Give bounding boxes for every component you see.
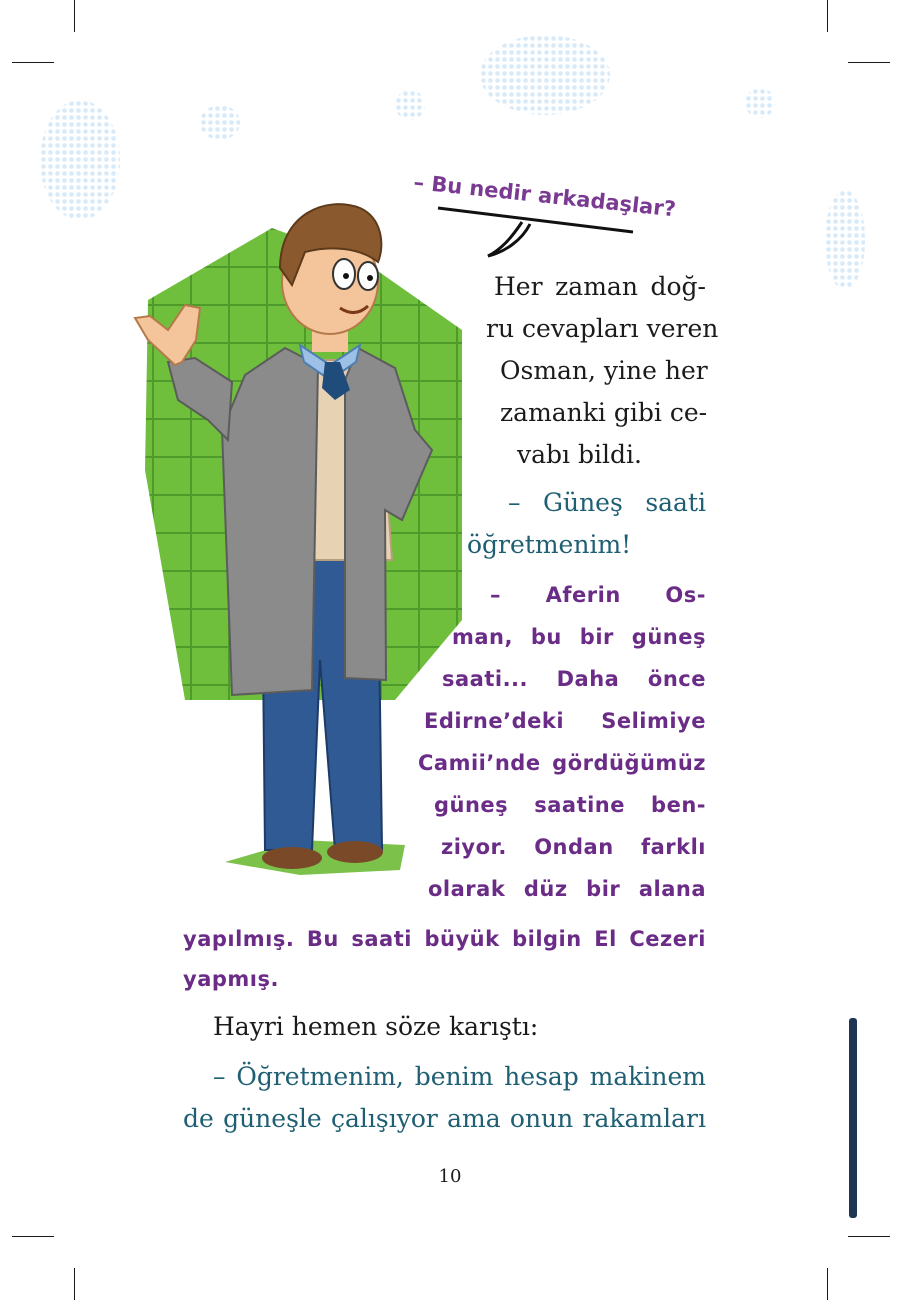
text-line: olarak düz bir alana bbox=[428, 877, 706, 901]
left-shoe-icon bbox=[262, 847, 322, 869]
text-line: man, bu bir güneş bbox=[452, 625, 706, 649]
text-line: yapmış. bbox=[183, 967, 279, 991]
text-line: Her zaman doğ- bbox=[494, 272, 706, 301]
text-line: – Güneş saati bbox=[508, 488, 706, 517]
coat bbox=[222, 348, 318, 695]
text-line: Hayri hemen söze karıştı: bbox=[213, 1012, 539, 1041]
speech-bubble-text: – Bu nedir arkadaşlar? bbox=[412, 170, 678, 222]
text-line: güneş saatine ben- bbox=[434, 793, 706, 817]
page-number: 10 bbox=[438, 1166, 462, 1187]
text-line: ziyor. Ondan farklı bbox=[441, 835, 706, 859]
text-line: Camii’nde gördüğümüz bbox=[418, 751, 706, 775]
text-line: öğretmenim! bbox=[467, 530, 632, 559]
text-line: saati... Daha önce bbox=[442, 667, 706, 691]
text-line: zamanki gibi ce- bbox=[500, 398, 708, 427]
text-line: ru cevapları veren bbox=[486, 314, 719, 343]
text-line: vabı bildi. bbox=[517, 440, 642, 469]
text-line: de güneşle çalışıyor ama onun rakamları bbox=[183, 1104, 706, 1133]
right-shoe-icon bbox=[327, 841, 383, 863]
text-line: – Öğretmenim, benim hesap makinem bbox=[213, 1062, 706, 1091]
text-line: – Aferin Os- bbox=[490, 583, 706, 607]
text-line: Edirne’deki Selimiye bbox=[424, 709, 706, 733]
text-line: yapılmış. Bu saati büyük bilgin El Cezeri bbox=[183, 927, 706, 951]
text-line: Osman, yine her bbox=[500, 356, 708, 385]
page-edge-bar bbox=[849, 1018, 857, 1218]
